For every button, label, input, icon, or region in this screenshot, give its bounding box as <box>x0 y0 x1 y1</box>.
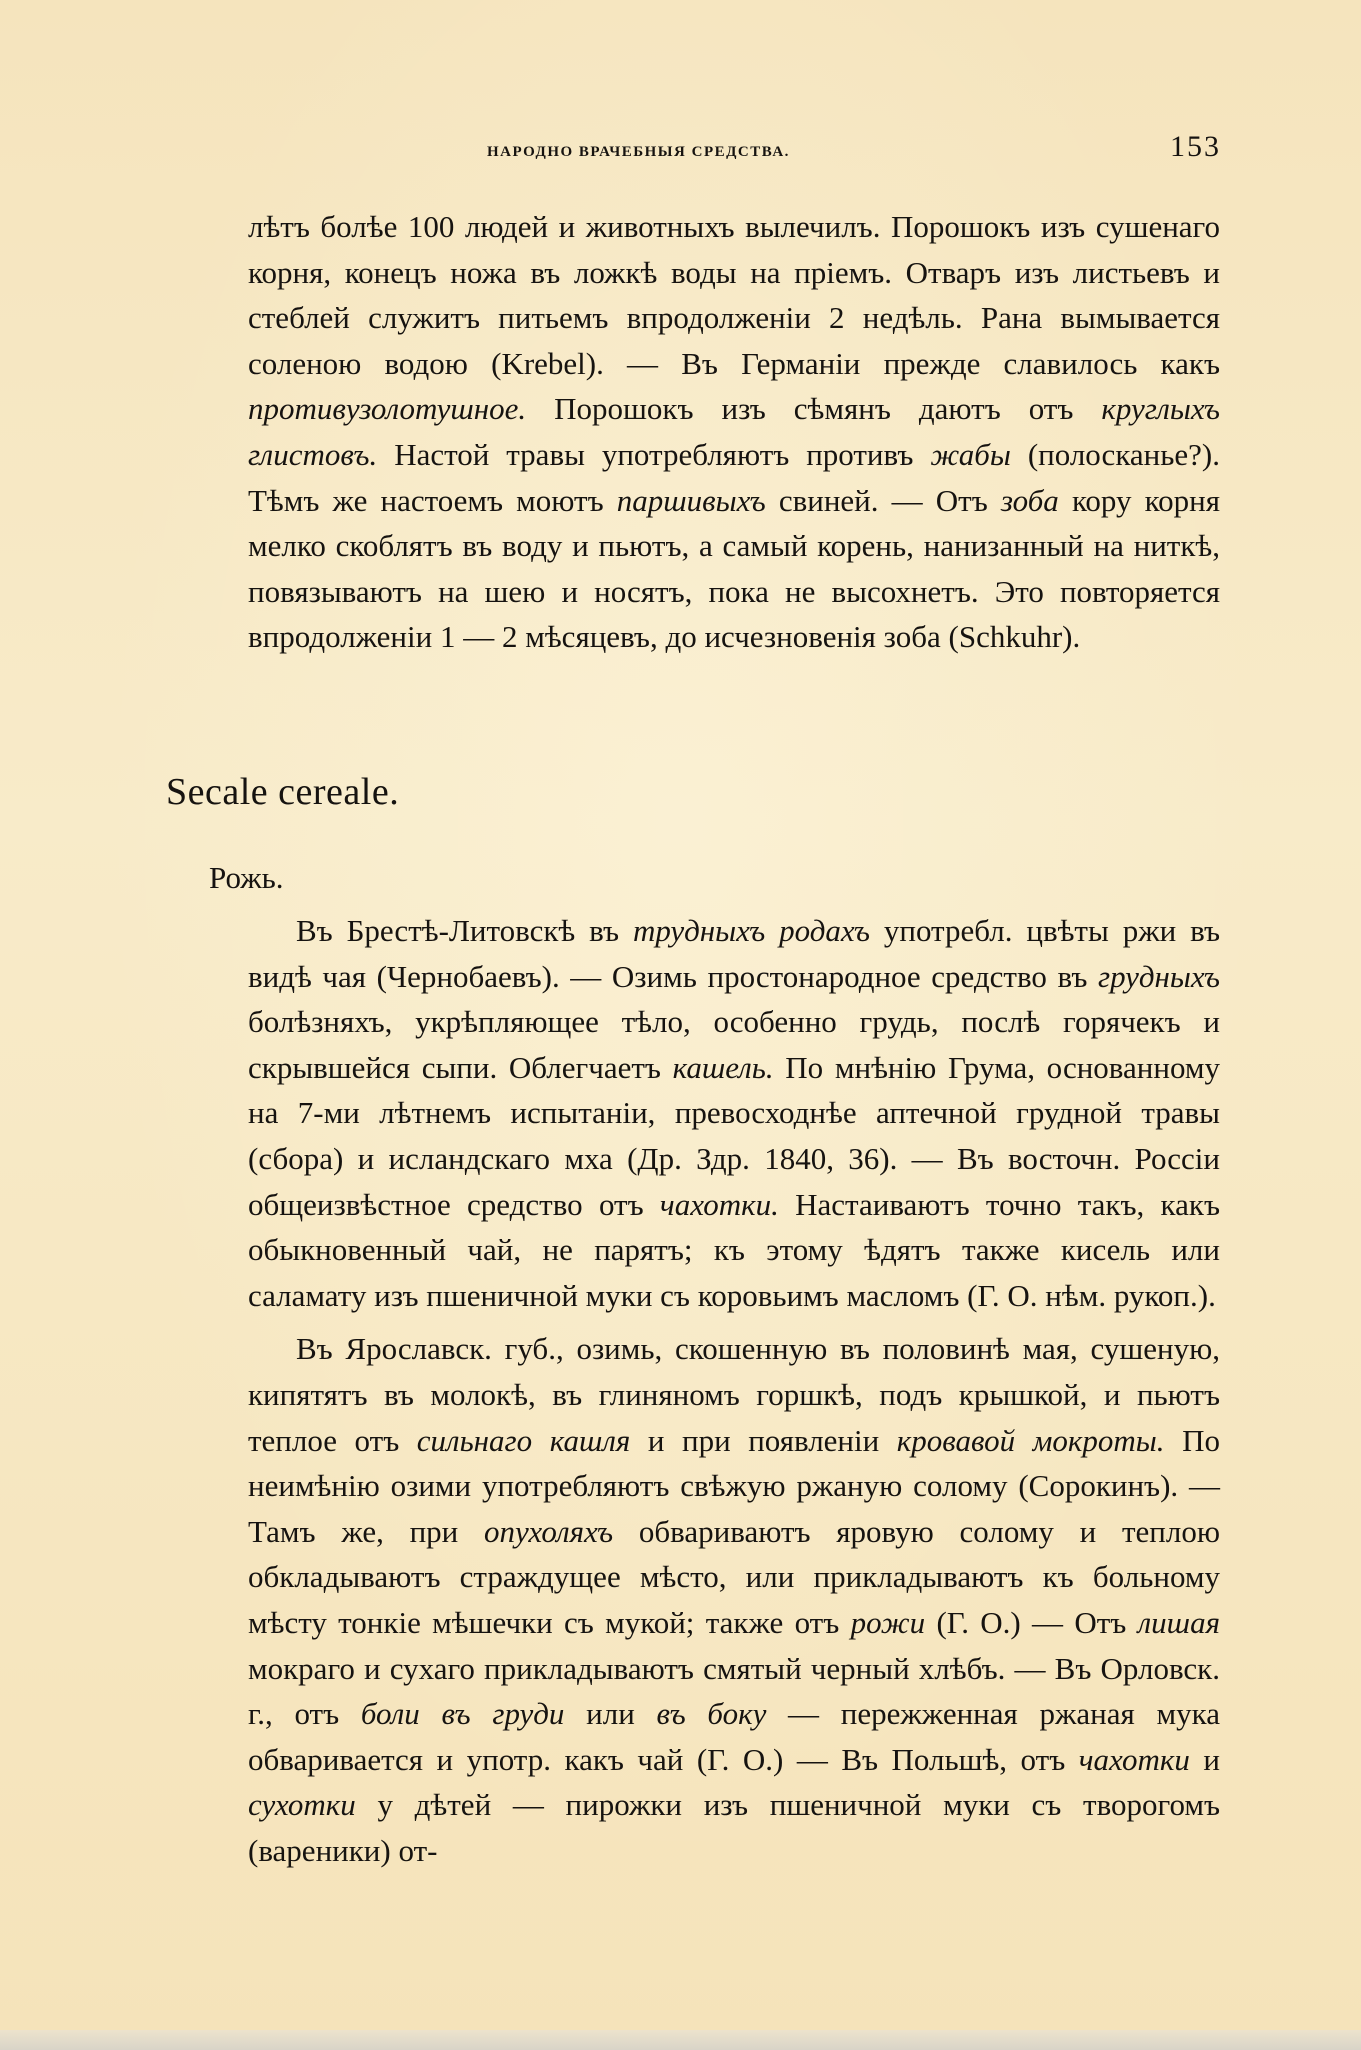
text-run: свиней. — Отъ <box>765 482 1001 518</box>
species-common-name: Рожь. <box>209 860 284 895</box>
text-run: По мнѣнію Грума, основанному на 7-ми лѣтнемъ испытаніи, превосходнѣе аптечной грудной травы (сбора) и исландскаго мха (Др. Здр. 1840, 36). — Въ восточн. Россіи общеизвѣстное средство отъ <box>248 1049 1221 1222</box>
text-run: у дѣтей — пирожки изъ пшеничной муки съ творогомъ (вареники) от- <box>248 1787 1220 1868</box>
text-run: По неимѣнію озими употребляютъ свѣжую ржаную солому (Сорокинъ). — Тамъ же, при <box>248 1422 1220 1549</box>
emphasized-term: боли въ груди <box>360 1696 565 1732</box>
emphasized-term: въ боку <box>656 1696 767 1732</box>
text-run: Въ Брестѣ-Литовскѣ въ <box>296 913 633 948</box>
text-run: обвариваютъ яровую солому и теплою обкладываютъ страждущее мѣсто, или прикладываютъ къ больному мѣсту тонкіе мѣшечки съ мукой; также отъ <box>248 1513 1220 1640</box>
running-title: НАРОДНО ВРАЧЕБНЫЯ СРЕДСТВА. <box>487 144 790 160</box>
text-run: Настаиваютъ точно такъ, какъ обыкновенный чай, не парятъ; къ этому ѣдятъ также кисель или саламату изъ пшеничной муки съ коровьимъ масломъ (Г. О. нѣм. рукоп.). <box>248 1186 1221 1313</box>
entry-text-block <box>248 908 1220 1873</box>
text-run: болѣзняхъ, укрѣпляющее тѣло, особенно грудь, послѣ горячекъ и скрывшейся сыпи. Облегчаетъ <box>248 1004 1220 1085</box>
text-run: (полосканье?). Тѣмъ же настоемъ моютъ <box>248 436 1220 518</box>
emphasized-term: лишая <box>1137 1604 1220 1640</box>
emphasized-term: жабы <box>930 436 1011 472</box>
emphasized-term: чахотки. <box>659 1186 779 1222</box>
text-run: — пережженная ржаная мука обваривается и употр. какъ чай (Г. О.) — Въ Польшѣ, отъ <box>248 1696 1220 1777</box>
text-run: Порошокъ изъ сѣмянъ даютъ отъ <box>526 391 1102 427</box>
emphasized-term: зоба <box>1000 482 1059 518</box>
text-run: Въ Ярославск. губ., озимь, скошенную въ половинѣ мая, сушеную, кипятятъ въ молокѣ, въ глиняномъ горшкѣ, подъ крышкой, и пьютъ теплое отъ <box>248 1331 1220 1458</box>
emphasized-term: трудныхъ родахъ <box>632 913 870 948</box>
page-number: 153 <box>1170 130 1221 163</box>
emphasized-term: грудныхъ <box>1098 958 1220 994</box>
page-bottom-edge <box>0 2030 1361 2050</box>
emphasized-term: круглыхъ глистовъ. <box>248 391 1220 472</box>
entry-paragraph-2 <box>248 1326 1220 1873</box>
intro-paragraph <box>248 204 1220 660</box>
text-run: употребл. цвѣты ржи въ видѣ чая (Чернобаевъ). — Озимь простонародное средство въ <box>248 913 1220 994</box>
text-run: мокраго и сухаго прикладываютъ смятый черный хлѣбъ. — Въ Орловск. г., отъ <box>248 1650 1220 1732</box>
intro-text-block <box>248 204 1220 660</box>
text-run: и <box>1189 1741 1220 1777</box>
emphasized-term: противузолотушное. <box>248 391 527 427</box>
emphasized-term: кровавой мокроты. <box>896 1422 1165 1458</box>
text-run: или <box>564 1696 657 1732</box>
emphasized-term: кашель. <box>672 1049 774 1085</box>
species-latin-heading: Secale cereale. <box>166 771 400 813</box>
entry-paragraph-1 <box>248 908 1220 1318</box>
text-run: кору корня мелко скоблятъ въ воду и пьютъ, а самый корень, нанизанный на ниткѣ, повязываютъ на шею и носятъ, пока не высохнетъ. Это повторяется впродолженіи 1 — 2 мѣсяцевъ, до исчезновенія зоба (Schkuhr). <box>248 482 1221 655</box>
text-run: (Г. О.) — Отъ <box>925 1604 1138 1640</box>
emphasized-term: чахотки <box>1078 1741 1190 1777</box>
text-run: и при появленіи <box>630 1422 897 1458</box>
text-run: лѣтъ болѣе 100 людей и животныхъ вылечилъ. Порошокъ изъ сушенаго корня, конецъ ножа въ ложкѣ воды на пріемъ. Отваръ изъ листьевъ и стеблей служитъ питьемъ впродолженіи 2 недѣль. Рана вымывается соленою водою (Krebel). — Въ Германіи прежде славилось какъ <box>248 209 1220 381</box>
emphasized-term: паршивыхъ <box>616 482 766 518</box>
emphasized-term: опухоляхъ <box>484 1513 614 1549</box>
emphasized-term: сильнаго кашля <box>416 1422 631 1458</box>
text-run: Настой травы употребляютъ противъ <box>377 436 931 472</box>
emphasized-term: рожи <box>850 1604 926 1640</box>
emphasized-term: сухотки <box>248 1787 356 1823</box>
